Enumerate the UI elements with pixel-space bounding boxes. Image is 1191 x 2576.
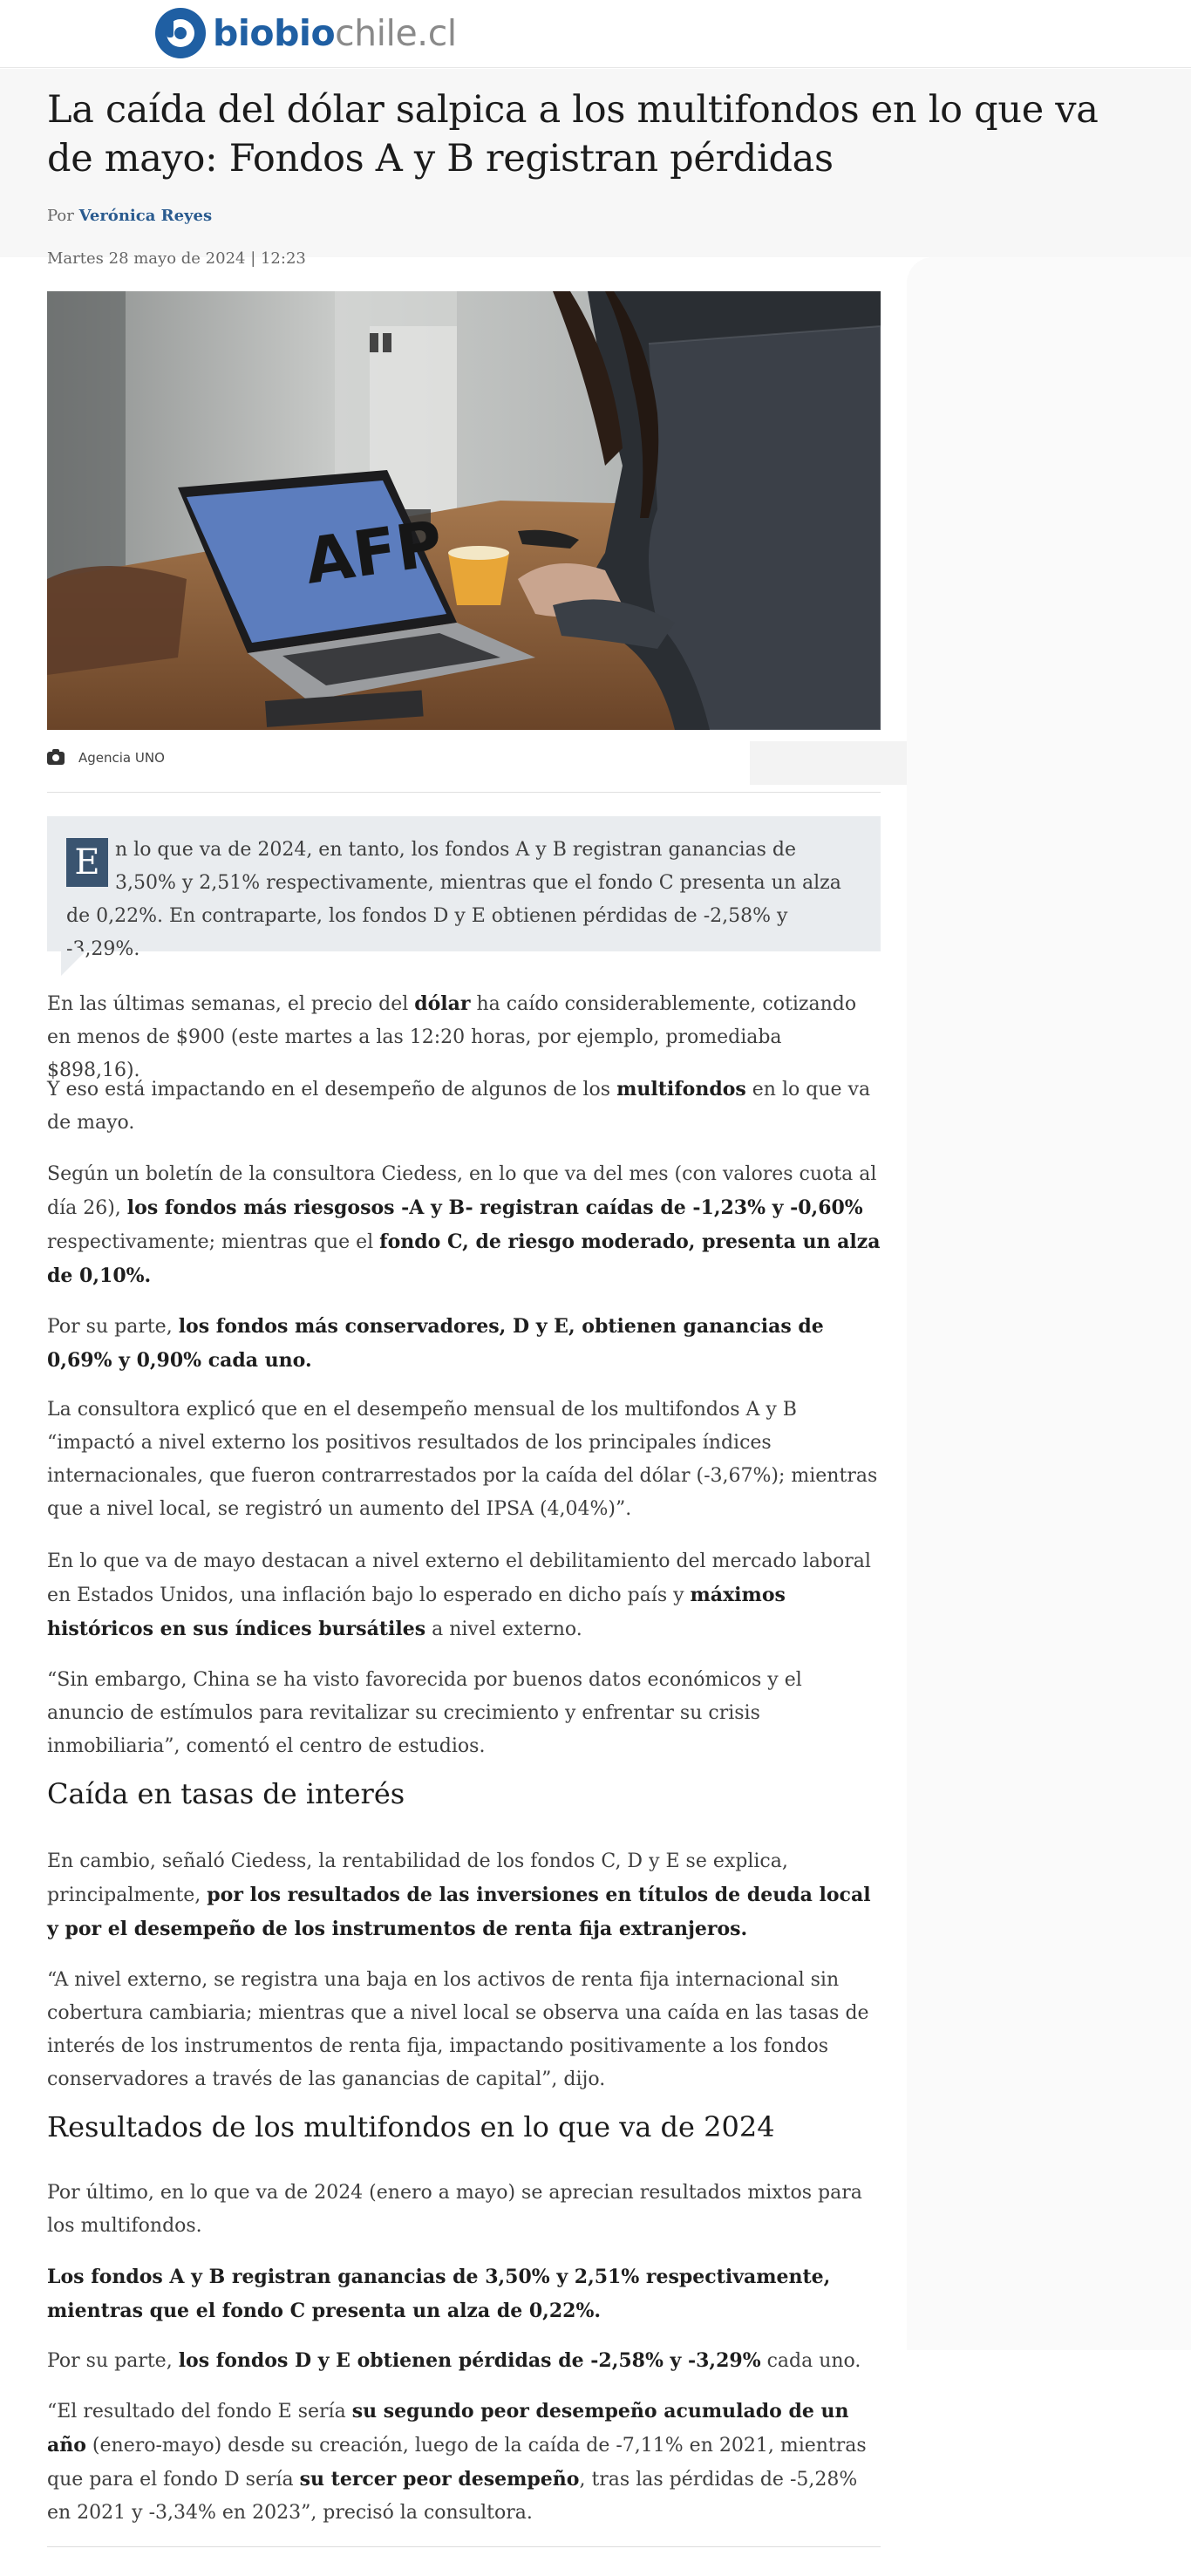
ad-placeholder bbox=[750, 741, 907, 785]
paragraph: Por su parte, los fondos más conservadores, D y E, obtienen ganancias de 0,69% y 0,90% cada uno. bbox=[47, 1315, 824, 1372]
summary-text: n lo que va de 2024, en tanto, los fondos A y B registran ganancias de 3,50% y 2,51% respectivamente, mientras que el fondo C presenta un alza de 0,22%. En contraparte, los fondos D y E obtienen pérdidas de -2,58% y -3,29%. bbox=[66, 839, 841, 960]
paragraph: Por último, en lo que va de 2024 (enero a mayo) se aprecian resultados mixtos para los multifondos. bbox=[47, 2182, 862, 2237]
logo-mark-icon bbox=[155, 8, 206, 58]
paragraph: “Sin embargo, China se ha visto favorecida por buenos datos económicos y el anuncio de estímulos para revitalizar su crecimiento y enfrentar su crisis inmobiliaria”, comentó el centro de estudios. bbox=[47, 1669, 802, 1757]
camera-icon bbox=[47, 752, 65, 765]
divider bbox=[47, 792, 881, 793]
paragraph: La consultora explicó que en el desempeño mensual de los multifondos A y B “impactó a nivel externo los positivos resultados de los principales índices internacionales, que fueron contrarrestados por la caída del dólar (-3,67%); mientras que a nivel local, se registró un aumento del IPSA (4,04%)”. bbox=[47, 1399, 878, 1520]
author-link[interactable]: Verónica Reyes bbox=[78, 207, 213, 225]
sidebar bbox=[907, 257, 1191, 2350]
paragraph: En cambio, señaló Ciedess, la rentabilidad de los fondos C, D y E se explica, principalmente, por los resultados de las inversiones en títulos de deuda local y por el desempeño de los instrumentos de renta fija extranjeros. bbox=[47, 1850, 871, 1940]
paragraph: Según un boletín de la consultora Ciedess, en lo que va del mes (con valores cuota al día 26), los fondos más riesgosos -A y B- registran caídas de -1,23% y -0,60% respectivamente; mientras que el fondo C, de riesgo moderado, presenta un alza de 0,10%. bbox=[47, 1163, 881, 1287]
image-caption bbox=[47, 750, 165, 766]
image-credit: Agencia UNO bbox=[78, 750, 165, 766]
paragraph: “El resultado del fondo E sería su segundo peor desempeño acumulado de un año (enero-mayo) desde su creación, luego de la caída de -7,11% en 2021, mientras que para el fondo D sería su tercer peor desempeño, tras las pérdidas de -5,28% en 2021 y -3,34% en 2023”, precisó la consultora. bbox=[47, 2400, 867, 2524]
article-title: La caída del dólar salpica a los multifondos en lo que va de mayo: Fondos A y B registran pérdidas bbox=[47, 88, 1099, 181]
publish-date: Martes 28 mayo de 2024 | 12:23 bbox=[47, 249, 306, 268]
section-heading: Resultados de los multifondos en lo que va de 2024 bbox=[47, 2110, 775, 2143]
paragraph: Los fondos A y B registran ganancias de 3,50% y 2,51% respectivamente, mientras que el fondo C presenta un alza de 0,22%. bbox=[47, 2266, 831, 2322]
byline: Por Verónica Reyes bbox=[47, 207, 213, 225]
laptop-screen-text: AFP bbox=[300, 506, 447, 598]
paragraph: En lo que va de mayo destacan a nivel externo el debilitamiento del mercado laboral en Estados Unidos, una inflación bajo lo esperado en dicho país y máximos históricos en sus índices bursátiles a nivel externo. bbox=[47, 1550, 871, 1640]
section-heading: Caída en tasas de interés bbox=[47, 1777, 405, 1810]
site-header bbox=[0, 0, 1191, 68]
dropcap: E bbox=[66, 838, 108, 887]
site-logo[interactable] bbox=[155, 3, 457, 63]
paragraph: En las últimas semanas, el precio del dólar ha caído considerablemente, cotizando en menos de $900 (este martes a las 12:20 horas, por ejemplo, promediaba $898,16). bbox=[47, 992, 857, 1081]
paragraph: Por su parte, los fondos D y E obtienen pérdidas de -2,58% y -3,29% cada uno. bbox=[47, 2349, 861, 2372]
divider bbox=[47, 2546, 881, 2547]
paragraph: “A nivel externo, se registra una baja en los activos de renta fija internacional sin cobertura cambiaria; mientras que a nivel local se observa una caída en las tasas de interés de los instrumentos de renta fija, impactando positivamente a los fondos conservadores a través de las ganancias de capital”, dijo. bbox=[47, 1969, 869, 2090]
logo-wordmark: biobiochile.cl bbox=[213, 12, 457, 54]
article-image bbox=[47, 291, 881, 730]
paragraph: Y eso está impactando en el desempeño de algunos de los multifondos en lo que va de mayo. bbox=[47, 1078, 871, 1134]
article-summary bbox=[47, 816, 881, 960]
